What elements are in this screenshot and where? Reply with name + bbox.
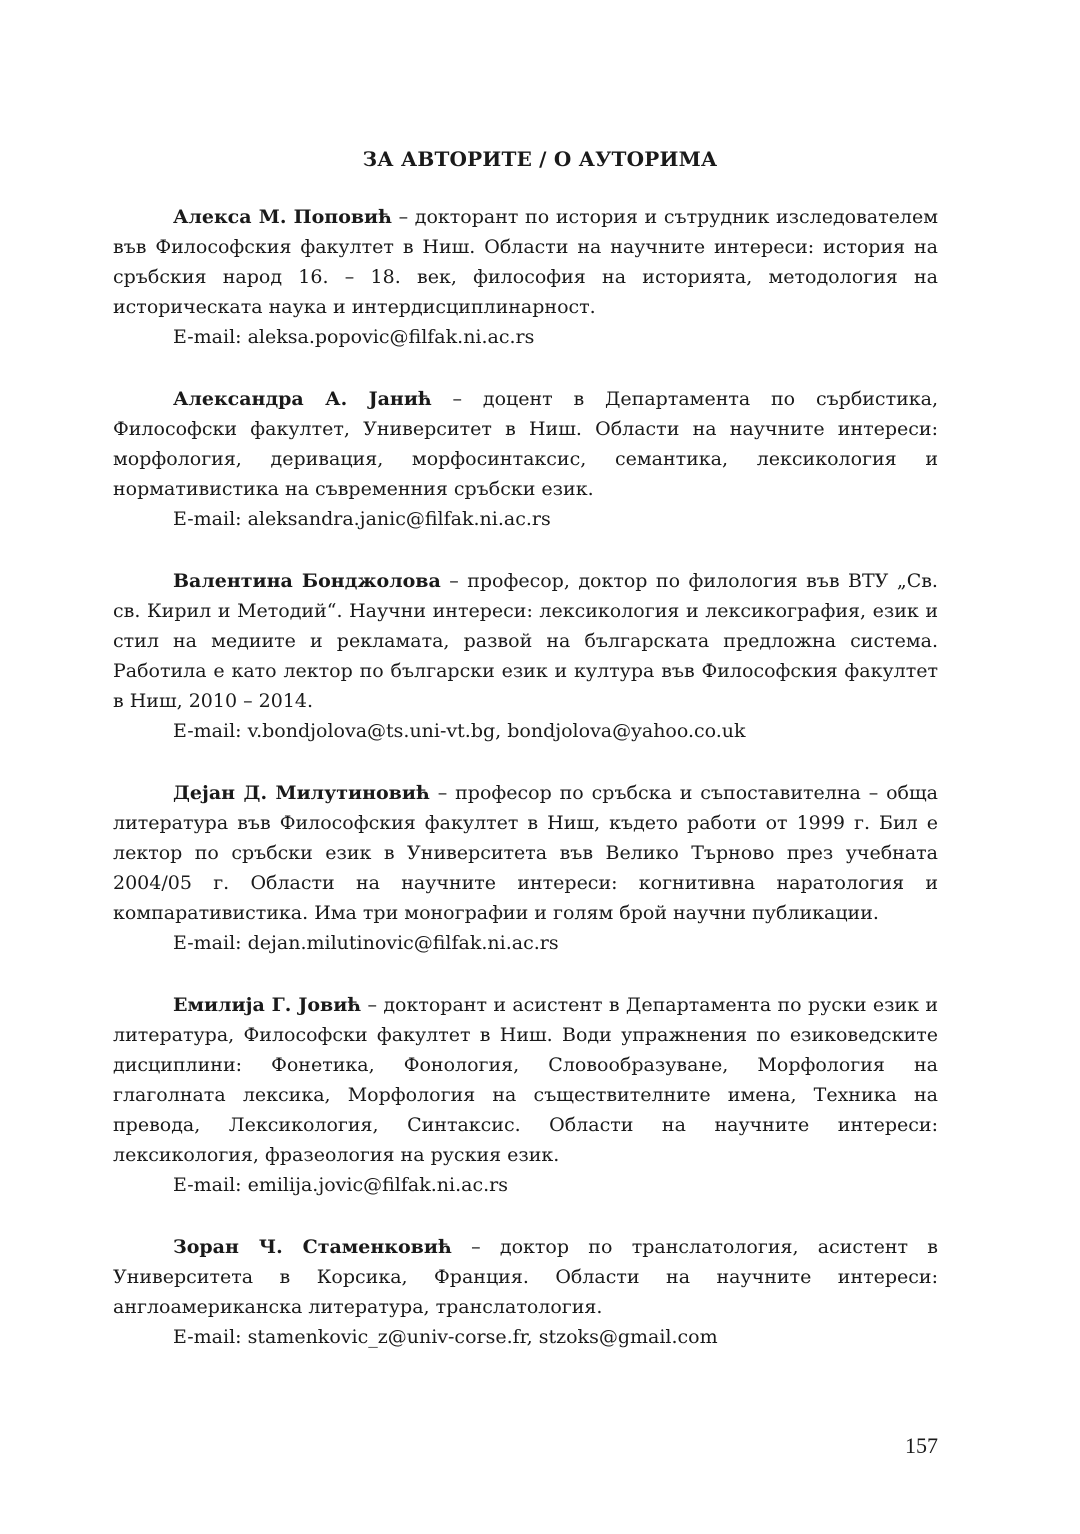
email-label: E-mail: <box>173 720 248 742</box>
author-entry <box>113 202 938 353</box>
email-label: E-mail: <box>173 326 248 348</box>
author-description: – доцент в Департамента по сърбистика, Философски факултет, Университет в Ниш. Области на научните интереси: морфология, деривация, морфосинтаксис, семантика, лексикология и нормативистика на съвременния сръбски език. <box>113 388 938 500</box>
email-label: E-mail: <box>173 1326 248 1348</box>
author-email-line <box>113 716 938 747</box>
author-entry <box>113 1232 938 1353</box>
author-bio <box>113 202 938 322</box>
email-label: E-mail: <box>173 1174 248 1196</box>
author-bio <box>113 990 938 1170</box>
author-bio <box>113 566 938 716</box>
author-bio <box>113 778 938 928</box>
email-address: aleksandra.janic@filfak.ni.ac.rs <box>247 508 551 530</box>
author-name: Зоран Ч. Стаменковић <box>173 1236 452 1258</box>
page-title: ЗА АВТОРИТЕ / О АУТОРИМА <box>362 147 718 171</box>
author-description: – доктор по транслатология, асистент в Университета в Корсика, Франция. Области на научните интереси: англоамериканска литература, транслатология. <box>113 1236 938 1318</box>
author-email-line <box>113 928 938 959</box>
email-address: stamenkovic_z@univ-corse.fr, stzoks@gmail.com <box>247 1326 718 1348</box>
author-name: Дејан Д. Милутиновић <box>173 782 430 804</box>
author-entry <box>113 384 938 535</box>
email-address: v.bondjolova@ts.uni-vt.bg, bondjolova@yahoo.co.uk <box>247 720 746 742</box>
author-bio <box>113 384 938 504</box>
author-bio <box>113 1232 938 1322</box>
author-entry <box>113 566 938 747</box>
email-label: E-mail: <box>173 508 248 530</box>
author-description: – докторант и асистент в Департамента по руски език и литература, Философски факултет в Ниш. Води упражнения по езиковедските дисциплини: Фонетика, Фонология, Словообразуване, Морфология на глаголната лексика, Морфология на съществителните имена, Техника на превода, Лексикология, Синтаксис. Области на научните интереси: лексикология, фразеология на руския език. <box>113 994 938 1166</box>
author-name: Емилија Г. Јовић <box>173 994 362 1016</box>
author-name: Валентина Бонджолова <box>173 570 441 592</box>
author-description: – професор, доктор по филология във ВТУ „Св. св. Кирил и Методий“. Научни интереси: лексикология и лексикография, език и стил на медиите и рекламата, развой на българската предложна система. Работила е като лектор по български език и култура във Философския факултет в Ниш, 2010 – 2014. <box>113 570 938 712</box>
authors-list <box>113 202 938 1384</box>
email-label: E-mail: <box>173 932 248 954</box>
author-name: Александра А. Јанић <box>173 388 432 410</box>
author-email-line <box>113 504 938 535</box>
author-email-line <box>113 1170 938 1201</box>
email-address: dejan.milutinovic@filfak.ni.ac.rs <box>247 932 559 954</box>
author-email-line <box>113 1322 938 1353</box>
author-description: – професор по сръбска и съпоставителна – обща литература във Философския факултет в Ниш, където работи от 1999 г. Бил е лектор по сръбски език в Университета във Велико Търново през учебната 2004/05 г. Области на научните интереси: когнитивна наратология и компаративистика. Има три монографии и голям брой научни публикации. <box>113 782 938 924</box>
email-address: aleksa.popovic@filfak.ni.ac.rs <box>247 326 535 348</box>
email-address: emilija.jovic@filfak.ni.ac.rs <box>247 1174 508 1196</box>
page-number: 157 <box>905 1433 938 1458</box>
author-description: – докторант по история и сътрудник изследователем във Философския факултет в Ниш. Области на научните интереси: история на сръбския народ 16. – 18. век, философия на историята, методология на историческата наука и интердисциплинарност. <box>113 206 938 318</box>
author-entry <box>113 778 938 959</box>
author-email-line <box>113 322 938 353</box>
author-name: Алекса М. Поповић <box>173 206 392 228</box>
author-entry <box>113 990 938 1201</box>
